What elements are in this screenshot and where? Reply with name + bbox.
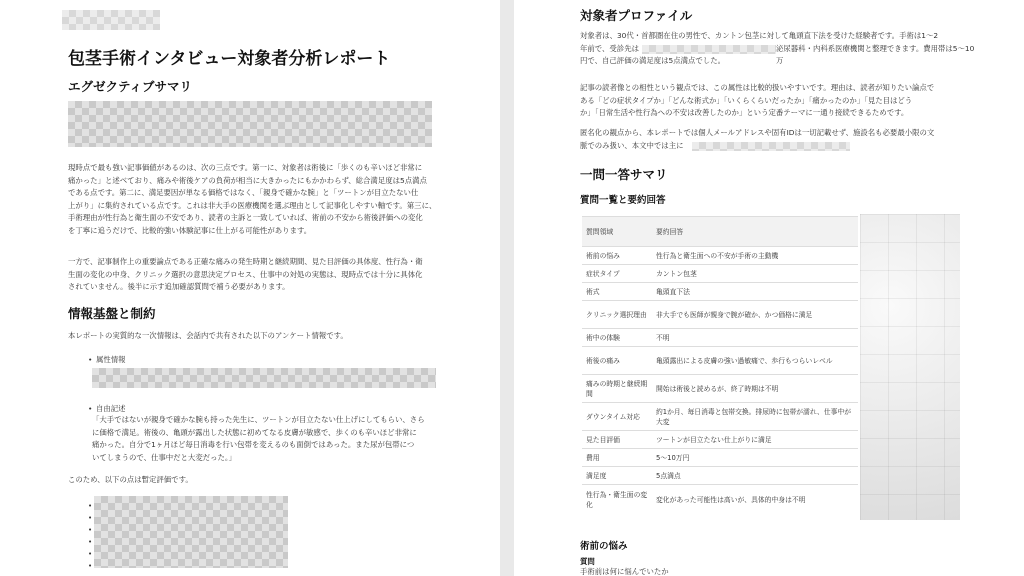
bullet-free-text: • 自由記述 — [96, 403, 126, 416]
text-line: 脈でのみ扱い、本文中では主に — [580, 140, 684, 150]
report-title: 包茎手術インタビュー対象者分析レポート — [68, 49, 391, 69]
quote-line: 「大手ではないが親身で確かな腕も持った先生に、ツートンが目立たない仕上げにしてもらい、さら — [92, 415, 425, 424]
redacted-attributes-block — [92, 368, 436, 388]
document-page-left — [0, 0, 500, 576]
section-heading-profile: 対象者プロファイル — [580, 8, 693, 23]
table-cell: 症状タイプ — [582, 265, 652, 283]
redacted-bullet-list — [94, 496, 288, 568]
bullet-marks: • • • • • • — [88, 502, 93, 570]
table-cell: 亀頭露出による皮膚の強い過敏痛で、歩行もつらいレベル — [652, 347, 858, 375]
table-cell: 亀頭直下法 — [652, 283, 858, 301]
qa-subheading: 質問一覧と要約回答 — [580, 195, 666, 206]
table-cell: カントン包茎 — [652, 265, 858, 283]
table-row — [582, 283, 858, 301]
table-row — [582, 403, 858, 431]
section-heading-executive-summary: エグゼクティブサマリ — [68, 79, 193, 94]
document-page-right — [514, 0, 1024, 576]
quote-line: いてしまうので、仕事中だと大変だった。」 — [92, 452, 236, 462]
table-row — [582, 265, 858, 283]
table-row — [582, 329, 858, 347]
table-cell: 費用 — [582, 449, 652, 467]
table-header-cell: 要約回答 — [652, 217, 858, 247]
quote-line: に価格で満足。術後の、亀頭が露出した状態に初めてなる皮膚が敏感で、歩くのも辛いほど非常に — [92, 427, 417, 437]
table-cell: 5点満点 — [652, 467, 858, 485]
text-line: 年前で、受診先は — [580, 43, 639, 53]
table-header-cell: 質問領域 — [582, 217, 652, 247]
table-row — [582, 485, 858, 515]
table-cell: ツートンが目立たない仕上がりに満足 — [652, 431, 858, 449]
profile-paragraph-1 — [580, 30, 980, 68]
text-line: されていません。後半に示す追加確認質問で補う必要があります。 — [68, 282, 290, 291]
table-cell: 5〜10万円 — [652, 449, 858, 467]
profile-paragraph-2 — [580, 82, 980, 120]
table-row — [582, 375, 858, 403]
text-line: 現時点で最も強い記事価値があるのは、次の三点です。第一に、対象者は術後に「歩くのも辛いほど非常に — [68, 163, 423, 172]
table-cell: 約1か月、毎日消毒と包帯交換。排尿時に包帯が濡れ、仕事中が大変 — [652, 403, 858, 431]
qa-summary-table — [582, 216, 858, 515]
table-cell: 術式 — [582, 283, 652, 301]
table-cell: 術後の痛み — [582, 347, 652, 375]
executive-summary-paragraph-1 — [68, 162, 448, 237]
table-cell: 性行為と衛生面への不安が手術の主動機 — [652, 247, 858, 265]
table-row — [582, 247, 858, 265]
table-cell: 見た目評価 — [582, 431, 652, 449]
text-line: か」「日常生活や性行為への不安は改善したのか」という定番テーマに一通り接続できるためです。 — [580, 108, 909, 117]
table-cell: 開始は術後と読めるが、終了時期は不明 — [652, 375, 858, 403]
table-row — [582, 347, 858, 375]
section-heading-qa-summary: 一問一答サマリ — [580, 167, 668, 182]
quote-line: 痛かった。自分で1ヶ月ほど毎日消毒を行い包帯を変えるのも面倒ではあった。また尿が包帯につ — [92, 440, 415, 449]
table-cell: クリニック選択理由 — [582, 301, 652, 329]
text-line: である点です。第二に、満足要因が単なる価格ではなく、「親身で確かな腕」と「ツートンが目立たない仕 — [68, 188, 419, 197]
table-cell: 変化があった可能性は高いが、具体的中身は不明 — [652, 485, 858, 515]
table-cell: 術中の体験 — [582, 329, 652, 347]
text-line: 記事の読者像との相性という観点では、この属性は比較的扱いやすいです。理由は、読者が知りたい論点で — [580, 83, 935, 92]
text-line: 一方で、記事制作上の重要論点である正確な痛みの発生時期と継続期間、見た目評価の具体度、性行為・衛 — [68, 257, 423, 266]
table-cell: 性行為・衛生面の変化 — [582, 485, 652, 515]
information-basis-text: 本レポートの実質的な一次情報は、会話内で共有された以下のアンケート情報です。 — [68, 331, 348, 340]
text-line: を丁寧に追うだけで、比較的強い体験記事に仕上がる可能性があります。 — [68, 225, 312, 235]
question-label: 質問 — [580, 557, 595, 566]
table-cell: 満足度 — [582, 467, 652, 485]
text-line: 泌尿器科・内科系医療機関と整理できます。費用帯は5〜10万 — [776, 43, 975, 65]
table-header-row — [582, 217, 858, 247]
text-line: 対象者は、30代・首都圏在住の男性で、カントン包茎に対して亀頭直下法を受けた経験者です。手術は1〜2 — [580, 31, 939, 40]
section-heading-pre-surgery: 術前の悩み — [580, 541, 628, 552]
text-line: 手術理由が性行為と衛生面の不安であり、読者の主訴と一致していれば、術前の不安から術後評価への変化 — [68, 213, 423, 222]
text-line: 痛かった」と述べており、痛みや術後ケアの負荷が相当に大きかったにもかかわらず、総合満足度は5点満点 — [68, 175, 427, 185]
table-cell: ダウンタイム対応 — [582, 403, 652, 431]
free-text-quote — [92, 414, 452, 464]
text-line: 円で、自己評価の満足度は5点満点でした。 — [580, 56, 725, 65]
text-line: 生面の変化の中身、クリニック選択の意思決定プロセス、仕事中の対処の実態は、現時点では十分に具体化 — [68, 269, 423, 279]
table-cell: 不明 — [652, 329, 858, 347]
table-row — [582, 301, 858, 329]
conclusion-text: このため、以下の点は暫定評価です。 — [68, 475, 193, 484]
table-cell: 術前の悩み — [582, 247, 652, 265]
executive-summary-paragraph-2 — [68, 256, 448, 294]
text-line: ある「どの症状タイプか」「どんな術式か」「いくらくらいだったか」「痛かったのか」「見た目はどう — [580, 95, 913, 105]
table-row — [582, 449, 858, 467]
text-line: 上がり」に集約されている点です。これは非大手の医療機関を選ぶ理由として記事化しやすい軸です。第三に、 — [68, 200, 437, 210]
redacted-summary-block — [68, 101, 432, 147]
table-row — [582, 467, 858, 485]
redacted-anonymized-name — [692, 142, 850, 151]
table-row — [582, 431, 858, 449]
section-heading-information-basis: 情報基盤と制約 — [68, 306, 156, 321]
question-text: 手術前は何に悩んでいたか — [580, 567, 669, 576]
table-cell: 痛みの時期と継続期間 — [582, 375, 652, 403]
bullet-attributes: • 属性情報 — [96, 354, 126, 367]
text-line: 匿名化の観点から、本レポートでは個人メールアドレスや固有IDは一切記載せず、施設名も必要最小限の文 — [580, 128, 935, 137]
profile-paragraph-3 — [580, 127, 980, 152]
table-cell: 非大手でも医師が親身で腕が確か、かつ価格に満足 — [652, 301, 858, 329]
redacted-header-block — [62, 10, 160, 30]
redacted-image-area — [860, 214, 960, 520]
redacted-facility-name — [642, 45, 776, 54]
